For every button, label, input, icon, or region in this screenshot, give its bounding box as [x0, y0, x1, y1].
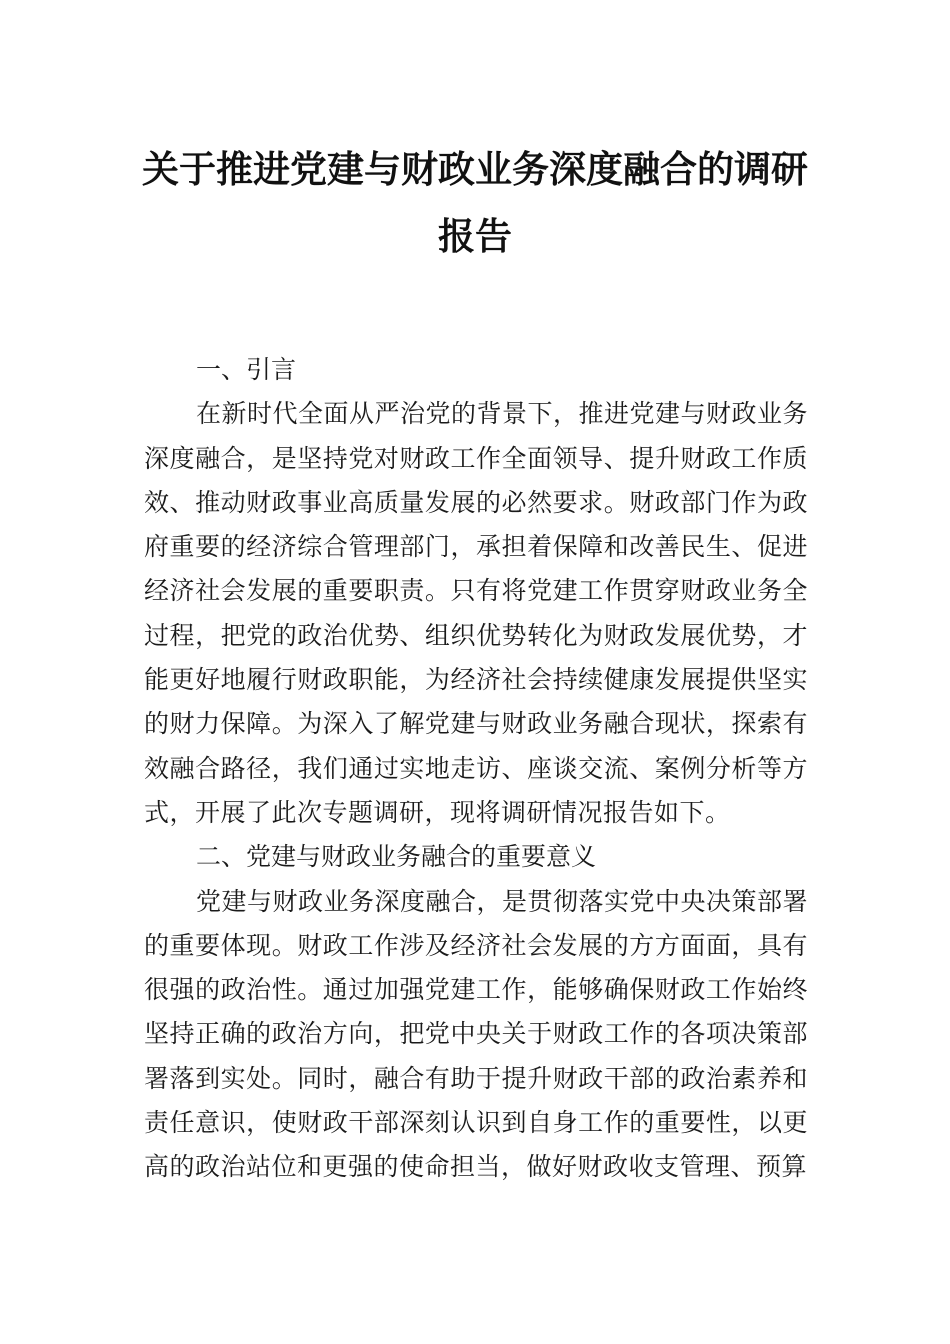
- document-body: [144, 348, 808, 1190]
- section-heading-significance: 二、党建与财政业务融合的重要意义: [196, 842, 597, 872]
- document-title-line2: 报告: [438, 214, 512, 258]
- section-heading-introduction: 一、引言: [196, 355, 297, 384]
- paragraph-significance: 党建与财政业务深度融合，是贯彻落实党中央决策部署的重要体现。财政工作涉及经济社会发展的方方面面，具有很强的政治性。通过加强党建工作，能够确保财政工作始终坚持正确的政治方向，把党中央关于财政工作的各项决策部署落到实处。同时，融合有助于提升财政干部的政治素养和责任意识，使财政干部深刻认识到自身工作的重要性，以更高的政治站位和更强的使命担当，做好财政收支管理、预算: [144, 886, 809, 1182]
- paragraph-introduction: 在新时代全面从严治党的背景下，推进党建与财政业务深度融合，是坚持党对财政工作全面领导、提升财政工作质效、推动财政事业高质量发展的必然要求。财政部门作为政府重要的经济综合管理部门，承担着保障和改善民生、促进经济社会发展的重要职责。只有将党建工作贯穿财政业务全过程，把党的政治优势、组织优势转化为财政发展优势，才能更好地履行财政职能，为经济社会持续健康发展提供坚实的财力保障。为深入了解党建与财政业务融合现状，探索有效融合路径，我们通过实地走访、座谈交流、案例分析等方式，开展了此次专题调研，现将调研情况报告如下。: [144, 399, 809, 827]
- document-title-line1: 关于推进党建与财政业务深度融合的调研: [142, 147, 808, 191]
